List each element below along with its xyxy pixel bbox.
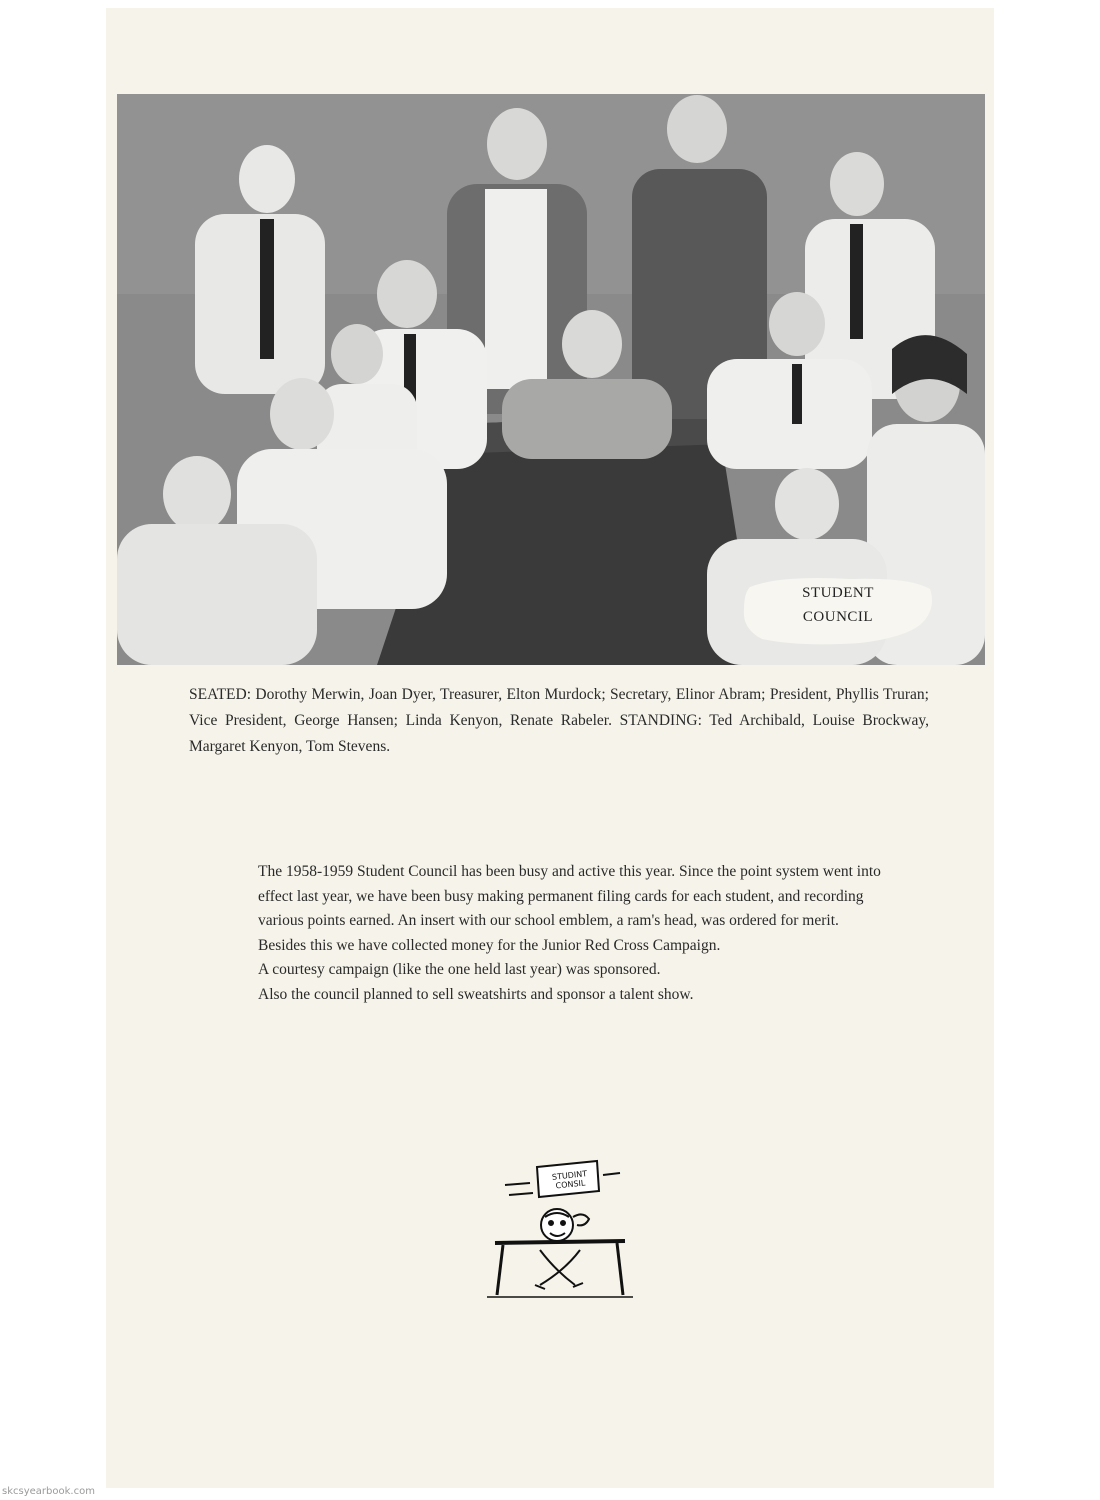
- site-watermark: skcsyearbook.com: [2, 1486, 95, 1497]
- article-paragraph: Besides this we have collected money for the Junior Red Cross Campaign.: [258, 936, 721, 954]
- cartoon-sign-line2: CONSIL: [555, 1178, 586, 1191]
- photo-caption: SEATED: Dorothy Merwin, Joan Dyer, Treasurer, Elton Murdock; Secretary, Elinor Abram; President, Phyllis Truran; Vice President, George Hansen; Linda Kenyon, Renate Rabeler. STANDING: Ted Archibald, Louise Brockway, Margaret Kenyon, Tom Stevens.: [189, 686, 929, 755]
- article-paragraph: A courtesy campaign (like the one held last year) was sponsored.: [258, 961, 661, 978]
- article-paragraph: Also the council planned to sell sweatshirts and sponsor a talent show.: [258, 985, 694, 1003]
- cartoon-sign-line1: STUDINT: [551, 1169, 588, 1182]
- student-council-cartoon: [485, 1155, 635, 1300]
- photo-label-line2: COUNCIL: [802, 609, 874, 625]
- article-paragraph: The 1958-1959 Student Council has been busy and active this year. Since the point system went into effect last year, we have been busy making permanent filing cards for each student, and recording various points earned. An insert with our school emblem, a ram's head, was ordered for merit.: [258, 863, 881, 929]
- photo-label-line1: STUDENT: [802, 585, 874, 601]
- article-body: [258, 860, 898, 1007]
- photo-label-tag: [740, 573, 936, 647]
